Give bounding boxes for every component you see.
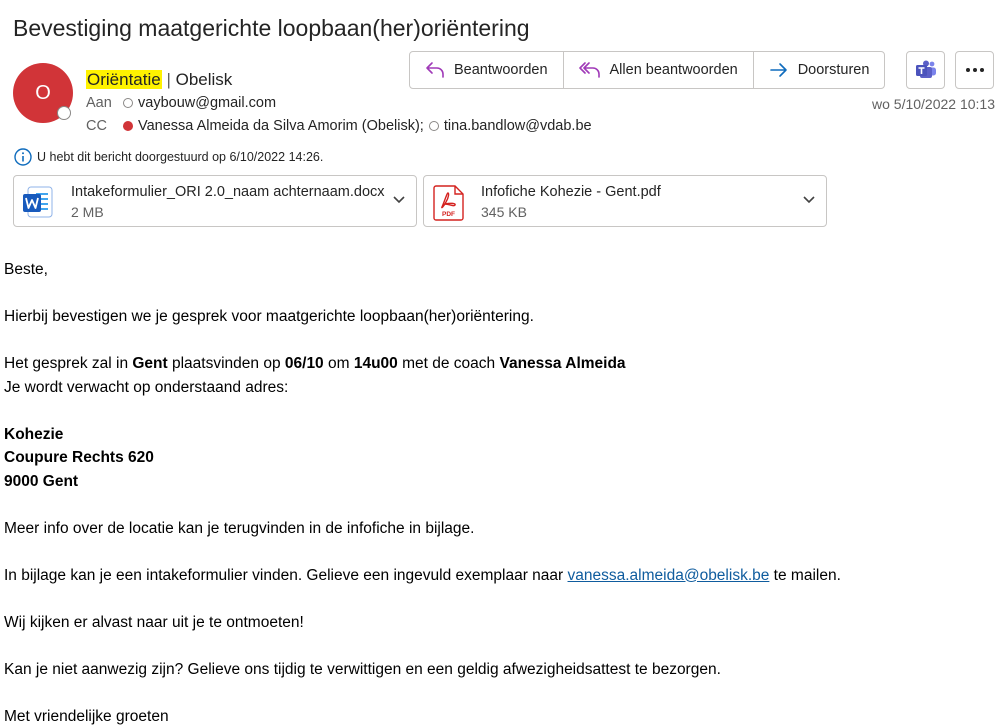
email-subject: Bevestiging maatgerichte loopbaan(her)oriëntering: [13, 15, 530, 42]
email-body: [4, 258, 841, 728]
attachment-name: Infofiche Kohezie - Gent.pdf: [481, 184, 661, 200]
avatar-initial: O: [35, 82, 51, 105]
to-row: [86, 95, 276, 111]
sender-name[interactable]: [86, 70, 232, 90]
cc-label: CC: [86, 118, 118, 134]
more-icon: [965, 67, 985, 73]
address-line-2: Coupure Rechts 620: [4, 446, 841, 470]
sender-org: Obelisk: [176, 70, 233, 89]
attachment-card-docx[interactable]: [13, 175, 417, 227]
cc-recipient-1[interactable]: Vanessa Almeida da Silva Amorim (Obelisk);: [138, 118, 424, 134]
sender-highlight: Oriëntatie: [86, 70, 162, 89]
teams-icon: [915, 60, 937, 80]
forward-button[interactable]: [754, 52, 885, 88]
word-file-icon: [22, 185, 56, 224]
info-icon: [14, 148, 32, 166]
reply-button[interactable]: [410, 52, 564, 88]
reply-label: Beantwoorden: [454, 62, 548, 78]
teams-button[interactable]: [906, 51, 945, 89]
intake-line: In bijlage kan je een intakeformulier vinden. Gelieve een ingevuld exemplaar naar vanessa.almeida@obelisk.be te mailen.: [4, 564, 841, 588]
attachment-name: Intakeformulier_ORI 2.0_naam achternaam.docx: [71, 184, 385, 200]
sent-date: wo 5/10/2022 10:13: [872, 96, 995, 112]
pdf-file-icon: [432, 185, 466, 226]
attachment-size: 2 MB: [71, 204, 104, 220]
appointment-line: Het gesprek zal in Gent plaatsvinden op 06/10 om 14u00 met de coach Vanessa Almeida: [4, 352, 841, 376]
sender-separator: |: [166, 70, 170, 89]
cc-row: [86, 118, 592, 134]
presence-offline-icon: [429, 121, 439, 131]
looking-forward-line: Wij kijken er alvast naar uit je te ontmoeten!: [4, 611, 841, 635]
chevron-down-icon[interactable]: [802, 195, 816, 205]
forwarded-notice: [14, 148, 323, 166]
forward-icon: [769, 62, 789, 78]
to-address[interactable]: vaybouw@gmail.com: [138, 95, 276, 111]
reply-actions: [409, 51, 885, 89]
absence-line: Kan je niet aanwezig zijn? Gelieve ons tijdig te verwittigen en een geldig afwezigheidsattest te bezorgen.: [4, 658, 841, 682]
presence-status-icon: [57, 106, 71, 120]
address-line-1: Kohezie: [4, 423, 841, 447]
reply-icon: [425, 61, 445, 79]
reply-all-label: Allen beantwoorden: [610, 62, 738, 78]
pdf-badge-text: PDF: [442, 211, 455, 218]
presence-offline-icon: [123, 98, 133, 108]
chevron-down-icon[interactable]: [392, 195, 406, 205]
email-link[interactable]: vanessa.almeida@obelisk.be: [568, 567, 770, 584]
address-line-3: 9000 Gent: [4, 470, 841, 494]
forward-label: Doorsturen: [798, 62, 870, 78]
greeting: Beste,: [4, 258, 841, 282]
confirmation-text: Hierbij bevestigen we je gesprek voor maatgerichte loopbaan(her)oriëntering.: [4, 305, 841, 329]
reply-all-icon: [579, 61, 601, 79]
forwarded-notice-text: U hebt dit bericht doorgestuurd op 6/10/2022 14:26.: [37, 150, 323, 164]
expected-line: Je wordt verwacht op onderstaand adres:: [4, 376, 841, 400]
more-options-button[interactable]: [955, 51, 994, 89]
attachment-card-pdf[interactable]: [423, 175, 827, 227]
more-info-line: Meer info over de locatie kan je terugvinden in de infofiche in bijlage.: [4, 517, 841, 541]
cc-recipient-2[interactable]: tina.bandlow@vdab.be: [444, 118, 592, 134]
reply-all-button[interactable]: [564, 52, 754, 88]
closing-line: Met vriendelijke groeten: [4, 705, 841, 728]
to-label: Aan: [86, 95, 118, 111]
presence-busy-icon: [123, 121, 133, 131]
attachment-size: 345 KB: [481, 204, 527, 220]
